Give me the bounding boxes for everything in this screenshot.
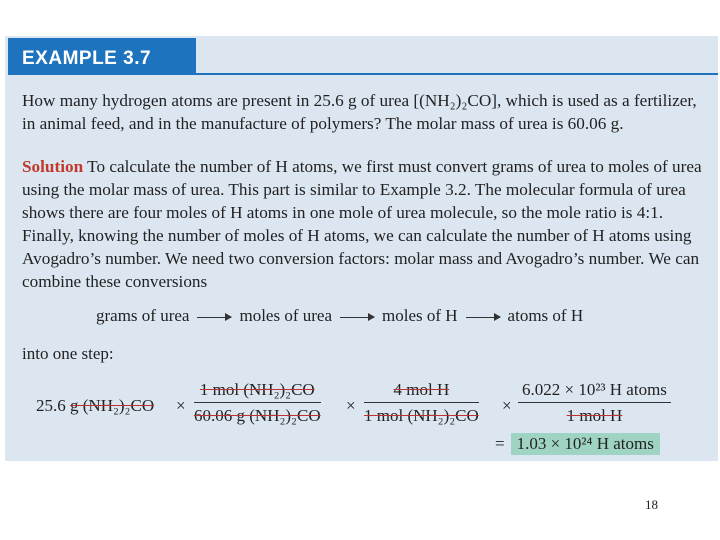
arrow-right-icon (197, 317, 231, 318)
given-quantity (36, 396, 154, 416)
arrow-right-icon (466, 317, 500, 318)
arrow-right-icon (340, 317, 374, 318)
times-sign-1: × (176, 396, 186, 415)
question-text: How many hydrogen atoms are present in 25.6 g of urea [(NH₂)₂CO], which is used as a fertilizer, in animal feed, and in the manufacture of polymers? The molar mass of urea is 60.06 g. (22, 91, 697, 133)
flow-step-4: atoms of H (507, 306, 584, 325)
avogadro-factor (518, 380, 671, 426)
page-number: 18 (645, 497, 658, 512)
highlighted-result: 1.03 × 10²⁴ H atoms (511, 433, 660, 455)
mole-ratio-factor (364, 380, 479, 426)
solution-text: To calculate the number of H atoms, we first must convert grams of urea to moles of urea using the molar mass of urea. This part is similar to Example 3.2. The molecular formula of urea shows there are four moles of H atoms in one mole of urea molecule, so the mole ratio is 4:1. Finally, knowing the number of moles of H atoms, we can calculate the number of H atoms using Avogadro’s number. We need two conversion factors: molar mass and Avogadro’s number. We can combine these conversions (22, 157, 702, 291)
given-value: 25.6 (36, 396, 66, 415)
factor-1-numerator: 1 mol (NH₂)₂CO (194, 380, 321, 403)
flow-step-1: grams of urea (96, 306, 190, 325)
molar-mass-factor (194, 380, 321, 426)
factor-3-denominator: 1 mol H (566, 406, 623, 425)
conversion-flow (96, 306, 583, 326)
factor-3-numerator: 6.022 × 10²³ H atoms (518, 380, 671, 403)
flow-step-3: moles of H (382, 306, 458, 325)
times-sign-3: × (502, 396, 512, 415)
factor-2-denominator: 1 mol (NH₂)₂CO (364, 406, 479, 425)
solution-paragraph (22, 155, 702, 293)
into-one-step: into one step: (22, 344, 114, 363)
factor-1-denominator: 60.06 g (NH₂)₂CO (194, 406, 321, 425)
given-unit: g (NH₂)₂CO (70, 396, 155, 415)
flow-step-2: moles of urea (239, 306, 332, 325)
header-rule (196, 73, 718, 75)
factor-2-numerator: 4 mol H (364, 380, 479, 403)
example-title: EXAMPLE 3.7 (22, 48, 152, 69)
result-line (495, 434, 660, 454)
times-sign-2: × (346, 396, 356, 415)
equals-sign: = (495, 434, 505, 453)
solution-label: Solution (22, 157, 84, 176)
